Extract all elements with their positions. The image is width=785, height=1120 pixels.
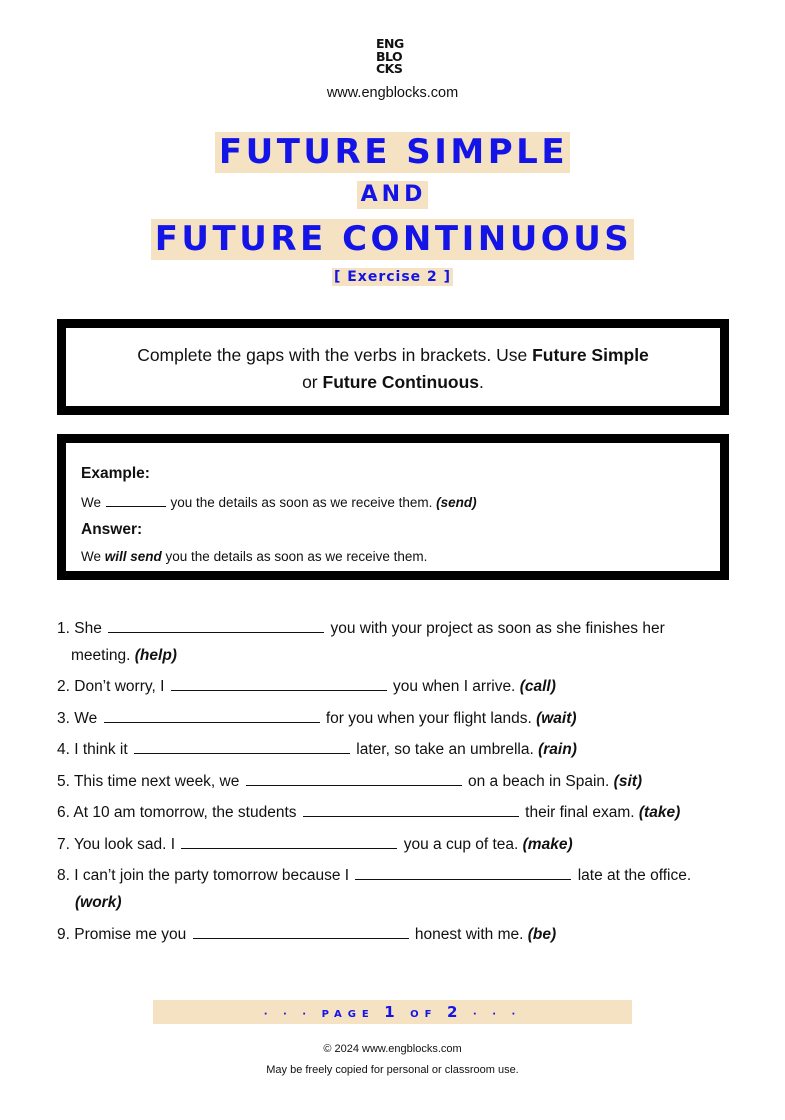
- answer-blank-2[interactable]: [171, 676, 387, 691]
- answer-blank-4[interactable]: [134, 739, 350, 754]
- answer-blank-1[interactable]: [108, 618, 324, 633]
- answer-blank-6[interactable]: [303, 802, 519, 817]
- question-6: 6. At 10 am tomorrow, the students their final exam. (take): [57, 804, 681, 821]
- exercise-label-line: [0, 268, 785, 286]
- title-line-1: [0, 132, 785, 173]
- instructions-box: [57, 319, 729, 415]
- exercise-label: [ Exercise 2 ]: [333, 269, 452, 285]
- title-and: AND: [357, 181, 429, 209]
- copyright: © 2024 www.engblocks.com: [323, 1043, 462, 1055]
- example-sentence: We you the details as soon as we receive them. (send): [81, 495, 477, 510]
- license-note: May be freely copied for personal or classroom use.: [266, 1064, 519, 1076]
- question-4: 4. I think it later, so take an umbrella. (rain): [57, 741, 577, 758]
- example-box: [57, 434, 729, 580]
- answer-blank-8[interactable]: [355, 865, 571, 880]
- question-3: 3. We for you when your flight lands. (wait): [57, 710, 577, 727]
- question-7: 7. You look sad. I you a cup of tea. (make): [57, 836, 573, 853]
- example-blank: [106, 493, 166, 507]
- question-2: 2. Don’t worry, I you when I arrive. (call): [57, 678, 556, 695]
- answer-sentence: We will send you the details as soon as we receive them.: [81, 549, 428, 564]
- title-line-2: [0, 181, 785, 209]
- answer-blank-5[interactable]: [246, 771, 462, 786]
- answer-blank-3[interactable]: [104, 708, 320, 723]
- title-future-simple: FUTURE SIMPLE: [215, 132, 570, 173]
- answer-label: Answer:: [81, 521, 143, 538]
- site-url: www.engblocks.com: [326, 85, 459, 101]
- question-1: 1. She you with your project as soon as she finishes her meeting. (help): [57, 620, 665, 664]
- title-future-continuous: FUTURE CONTINUOUS: [151, 219, 635, 260]
- engblocks-logo: ENG BLO CKS: [376, 36, 404, 76]
- instructions-text: Complete the gaps with the verbs in brackets. Use Future Simple or Future Continuous.: [137, 345, 649, 392]
- question-9: 9. Promise me you honest with me. (be): [57, 926, 557, 943]
- answer-blank-9[interactable]: [193, 924, 409, 939]
- answer-blank-7[interactable]: [181, 834, 397, 849]
- page-indicator: · · · PAGE 1 OF 2 · · ·: [153, 1000, 632, 1024]
- title-line-3: [0, 219, 785, 260]
- question-8: 8. I can’t join the party tomorrow because I late at the office. (work): [57, 867, 692, 911]
- question-5: 5. This time next week, we on a beach in Spain. (sit): [57, 773, 643, 790]
- example-label: Example:: [81, 465, 150, 482]
